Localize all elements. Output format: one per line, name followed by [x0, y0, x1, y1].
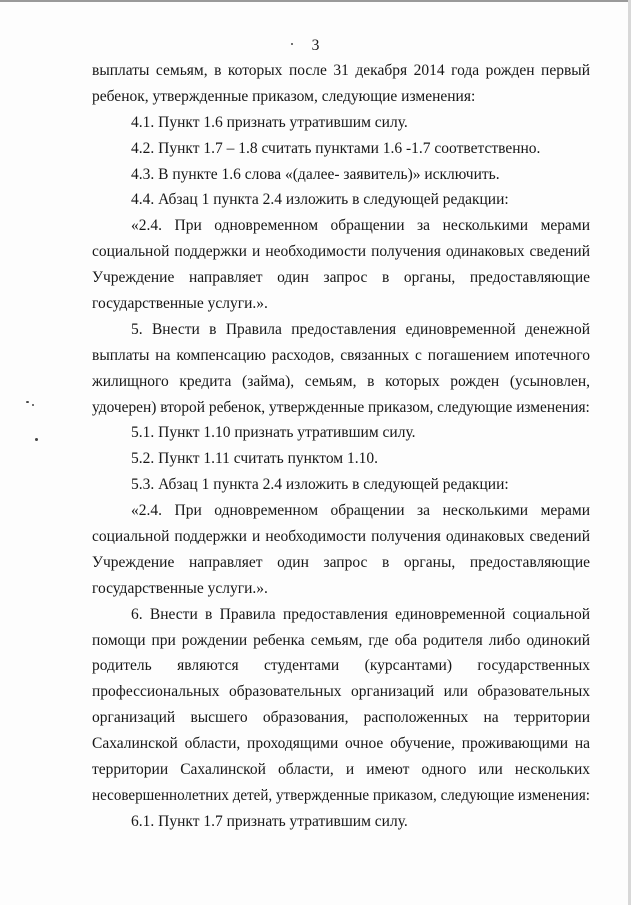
text-line: удочерен) второй ребенок, утвержденные приказом, следующие изменения: — [92, 398, 590, 416]
text-line: 4.2. Пункт 1.7 – 1.8 считать пунктами 1.6 -1.7 соответственно. — [131, 139, 541, 157]
text-line: 6.1. Пункт 1.7 признать утратившим силу. — [131, 812, 408, 830]
text-line: помощи при рождении ребенка семьям, где оба родителя либо одинокий — [92, 631, 590, 649]
text-line: Учреждение направляет один запрос в органы, предоставляющие — [92, 269, 590, 287]
text-line: 6. Внести в Правила предоставления единовременной социальной — [131, 605, 590, 623]
text-line: организаций высшего образования, расположенных на территории — [92, 709, 590, 727]
text-line: государственные услуги.». — [92, 579, 268, 597]
text-line: выплаты семьям, в которых после 31 декабря 2014 года рожден первый — [92, 62, 590, 79]
text-line: «2.4. При одновременном обращении за несколькими мерами — [131, 502, 590, 520]
text-line: территории Сахалинской области, и имеют одного или нескольких — [92, 761, 590, 779]
text-line: 5.3. Абзац 1 пункта 2.4 изложить в следующей редакции: — [131, 476, 509, 494]
text-line: 4.3. В пункте 1.6 слова «(далее- заявитель)» исключить. — [131, 165, 500, 183]
scan-top-edge — [0, 0, 631, 2]
text-line: Сахалинской области, проходящими очное обучение, проживающими на — [92, 735, 590, 753]
text-line: жилищного кредита (займа), семьям, в которых рожден (усыновлен, — [92, 372, 590, 390]
page-number: 3 — [311, 37, 320, 54]
text-line: выплаты на компенсацию расходов, связанных с погашением ипотечного — [92, 346, 590, 364]
text-line: 4.1. Пункт 1.6 признать утратившим силу. — [131, 113, 408, 131]
text-line: родитель являются студентами (курсантами) государственных — [92, 657, 590, 675]
text-line: «2.4. При одновременном обращении за несколькими мерами — [131, 217, 590, 235]
text-line: государственные услуги.». — [92, 295, 268, 313]
text-line: Учреждение направляет один запрос в органы, предоставляющие — [92, 553, 590, 571]
text-line: 4.4. Абзац 1 пункта 2.4 изложить в следующей редакции: — [131, 191, 509, 209]
document-body — [92, 58, 590, 835]
text-line: ребенок, утвержденные приказом, следующие изменения: — [92, 87, 476, 105]
text-line: 5.1. Пункт 1.10 признать утратившим силу. — [131, 424, 416, 442]
text-line: социальной поддержки и необходимости получения одинаковых сведений — [92, 528, 590, 546]
text-line: 5. Внести в Правила предоставления единовременной денежной — [131, 320, 590, 338]
text-line: несовершеннолетних детей, утвержденные приказом, следующие изменения: — [92, 786, 591, 804]
text-line: 5.2. Пункт 1.11 считать пунктом 1.10. — [131, 450, 378, 468]
text-line: социальной поддержки и необходимости получения одинаковых сведений — [92, 243, 590, 261]
text-line: профессиональных образовательных организаций или образовательных — [92, 683, 590, 701]
